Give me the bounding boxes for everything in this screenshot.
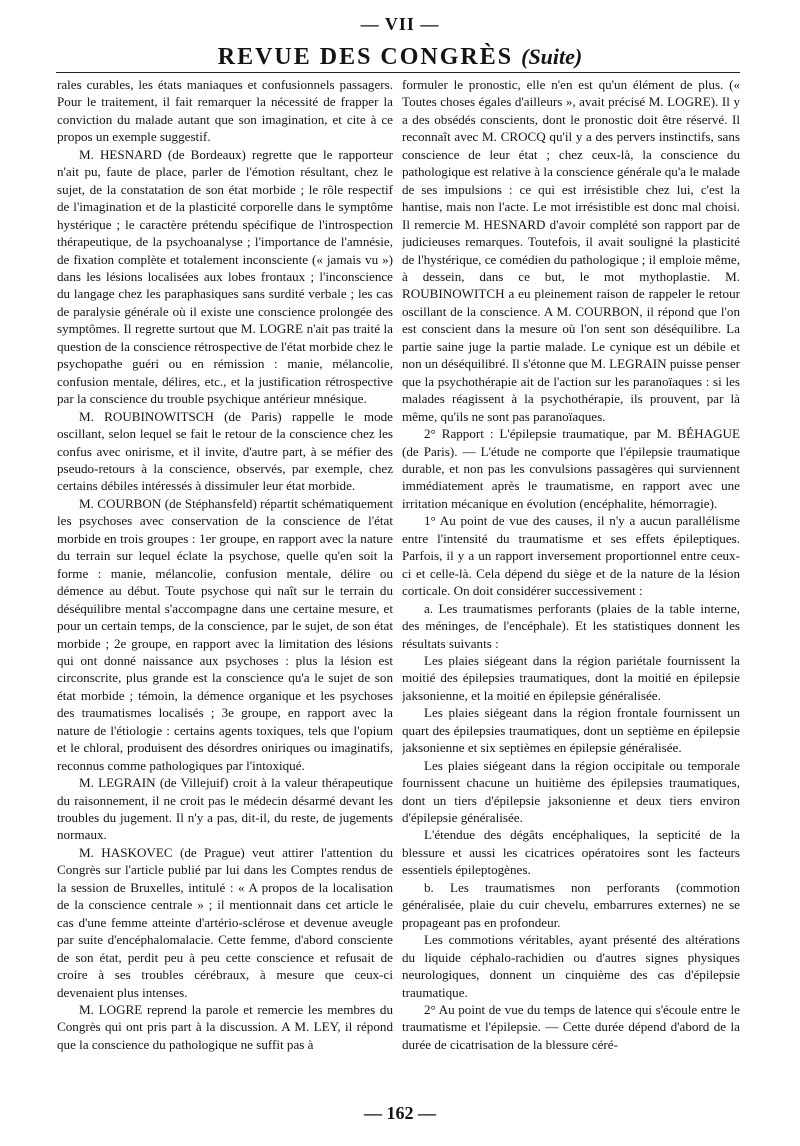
header-title: REVUE DES CONGRÈS	[217, 44, 514, 70]
paragraph: 2° Au point de vue du temps de latence qui s'écoule entre le traumatisme et l'épilepsie. — Cette durée dépend d'abord de la durée de cicatrisation de la blessure céré-	[402, 1002, 740, 1052]
right-column	[402, 76, 740, 1098]
paragraph: Les plaies siégeant dans la région frontale fournissent un quart des épilepsies traumatiques, dont un septième en épilepsie jaksonienne et six septièmes en épilepsie généralisée.	[402, 705, 740, 756]
paragraph: Les commotions véritables, ayant présenté des altérations du liquide céphalo-rachidien ou d'autres signes physiques neurologiques, donnent un cinquième des cas d'épilepsie traumatique.	[402, 932, 740, 1000]
running-header	[0, 44, 800, 71]
paragraph: b. Les traumatismes non perforants (commotion généralisée, plaie du cuir chevelu, embarrures externes) ne se propageant pas en profondeur.	[402, 879, 740, 930]
page-number-bottom: — 162 —	[364, 1103, 436, 1123]
page-number-top: — VII —	[360, 14, 440, 34]
paragraph: Les plaies siégeant dans la région pariétale fournissent la moitié des épilepsies traumatiques, dont la moitié en épilepsie jaksonienne, et la moitié en épilepsie généralisée.	[402, 652, 740, 703]
paragraph: M. LEGRAIN (de Villejuif) croit à la valeur thérapeutique du raisonnement, il ne croit pas le médecin désarmé devant les troubles du jugement. Il n'y a pas, dit-il, du reste, de jugements normaux.	[57, 775, 393, 843]
paragraph: M. HASKOVEC (de Prague) veut attirer l'attention du Congrès sur l'article publié par lui dans les Comptes rendus de la session de Bruxelles, intitulé : « A propos de la localisation de la conscience centrale » ; il mentionnait dans cet article le cas d'une femme atteinte d'artério-sclérose et devenue aveugle par suite d'encéphalomalacie. Cette femme, d'abord consciente de son état, perdit peu à peu cette conscience et refusait de croire à ses troubles cérébraux, à mesure que ceux-ci devenaient plus intenses.	[57, 844, 393, 1000]
paragraph: M. HESNARD (de Bordeaux) regrette que le rapporteur n'ait pu, faute de place, parler de l'émotion résultant, chez le sujet, de la constatation de son état morbide ; le rôle respectif de l'imagination et de la plasticité corporelle dans le symptôme hystérique ; le caractère prétendu spécifique de l'introspection thérapeutique, de la psychoanalyse ; l'importance de l'amnésie, de fixation complète et totalement inconsciente (« jamais vu ») dans les lésions localisées aux lobes frontaux ; l'inconscience du langage chez les paraphasiques sans surdité verbale ; les cas de paralysie générale où il existe une conscience prolongée des symptômes. Il regrette surtout que M. LOGRE n'ait pas traité la question de la conscience rétrospective de l'état morbide chez le psychopathe guéri ou en rémission : manie, mélancolie, confusion mentale, délires, etc., et la justification rétrospective par la conscience du trouble psychique antérieur mnésique.	[57, 146, 393, 407]
paragraph: 2° Rapport : L'épilepsie traumatique, par M. BÉHAGUE (de Paris). — L'étude ne comporte que l'épilepsie traumatique durable, et non pas les convulsions passagères qui surviennent immédiatement après le traumatisme, en rapport avec une irritation mécanique en évolution (encéphalite, hémorragie).	[402, 426, 740, 511]
paragraph: formuler le pronostic, elle n'en est qu'un élément de plus. (« Toutes choses égales d'ailleurs », avait précisé M. LOGRE). Il y a des obsédés conscients, dont le pronostic doit être réservé. Il reconnaît avec M. CROCQ qu'il y a des pervers instinctifs, sans conscience de leur état ; chez ceux-là, la conscience du pathologique est relative à la conscience générale qu'a le malade de ses impulsions : ce qui est irrésistible chez lui, c'est la hantise, mais non l'acte. Le mot irrésistible est donc mal choisi. Il remercie M. HESNARD d'avoir complété son rapport par de judicieuses remarques. Toutefois, il avait souligné la plasticité de l'hystérique, ce comédien du pathologique ; il emploie même, à dessein, dans ce but, le mot mythoplastie. M. ROUBINOWITCH a eu pleinement raison de rappeler le retour oscillant de la conscience. A M. COURBON, il répond que l'on est conscient dans la mesure où l'on sent son déséquilibre. La partie saine juge la partie malade. Le cynique est un débile et non un déséquilibré. Il s'étonne que M. LEGRAIN puisse penser que la psychothérapie ait de l'action sur les paranoïaques : si les malades réagissent à la psychothérapie, ils prouvent, par là même, qu'ils ne sont pas paranoïaques.	[402, 77, 740, 424]
paragraph: a. Les traumatismes perforants (plaies de la table interne, des méninges, de l'encéphale). Et les statistiques donnent les résultats suivants :	[402, 600, 740, 651]
header-suite: (Suite)	[521, 44, 583, 69]
paragraph: M. LOGRE reprend la parole et remercie les membres du Congrès qui ont pris part à la discussion. A M. LEY, il répond que la conscience du pathologique ne suffit pas à	[57, 1002, 393, 1052]
paragraph: 1° Au point de vue des causes, il n'y a aucun parallélisme entre l'intensité du traumatisme et ses effets épileptiques. Parfois, il y a un rapport inversement proportionnel entre ceux-ci et celle-là. Cela dépend du siège et de la nature de la lésion corticale. On doit considérer successivement :	[402, 513, 740, 599]
header-rule	[56, 72, 740, 73]
paragraph: Les plaies siégeant dans la région occipitale ou temporale fournissent chacune un huitième des épilepsies traumatiques, dont un tiers d'épilepsie jaksonienne et deux tiers environ d'épilepsie généralisée.	[402, 757, 740, 826]
paragraph: M. COURBON (de Stéphansfeld) répartit schématiquement les psychoses avec conservation de la conscience de l'état morbide en trois groupes : 1er groupe, en rapport avec la nature du terrain sur lequel éclate la psychose, quelle qu'en soit la forme : manie, mélancolie, confusion mentale, délire ou démence au début. Toute psychose qui naît sur le terrain du déséquilibre mental s'accompagne dans une certaine mesure, et pour un certain temps, de la conscience, par le sujet, de son état morbide ; 2e groupe, en rapport avec la limitation des lésions qui ont donné naissance aux psychoses : plus la lésion est circonscrite, plus grande est la conscience qu'a le sujet de son état morbide ; témoin, la démence organique et les psychoses des traumatismes localisés ; 3e groupe, en rapport avec la nature de l'étiologie : certains agents toxiques, tels que l'opium et le chloral, produisent des désordres oniriques ou imaginatifs, reconnus comme pathologiques par l'intoxiqué.	[57, 495, 393, 773]
paragraph: rales curables, les états maniaques et confusionnels passagers. Pour le traitement, il fait remarquer la nécessité de frapper la conviction du malade autant que son imagination, et cite à ce propos un exemple suggestif.	[57, 77, 393, 145]
left-column	[57, 76, 393, 1098]
paragraph: L'étendue des dégâts encéphaliques, la septicité de la blessure et aussi les cicatrices opératoires sont les facteurs essentiels épileptogènes.	[402, 827, 740, 878]
paragraph: M. ROUBINOWITSCH (de Paris) rappelle le mode oscillant, selon lequel se fait le retour de la conscience chez les confus avec onirisme, et il invite, d'autre part, à se méfier des pseudo-retours à la conscience, observés, par exemple, chez certains débiles intéressés à dissimuler leur état morbide.	[57, 408, 393, 494]
